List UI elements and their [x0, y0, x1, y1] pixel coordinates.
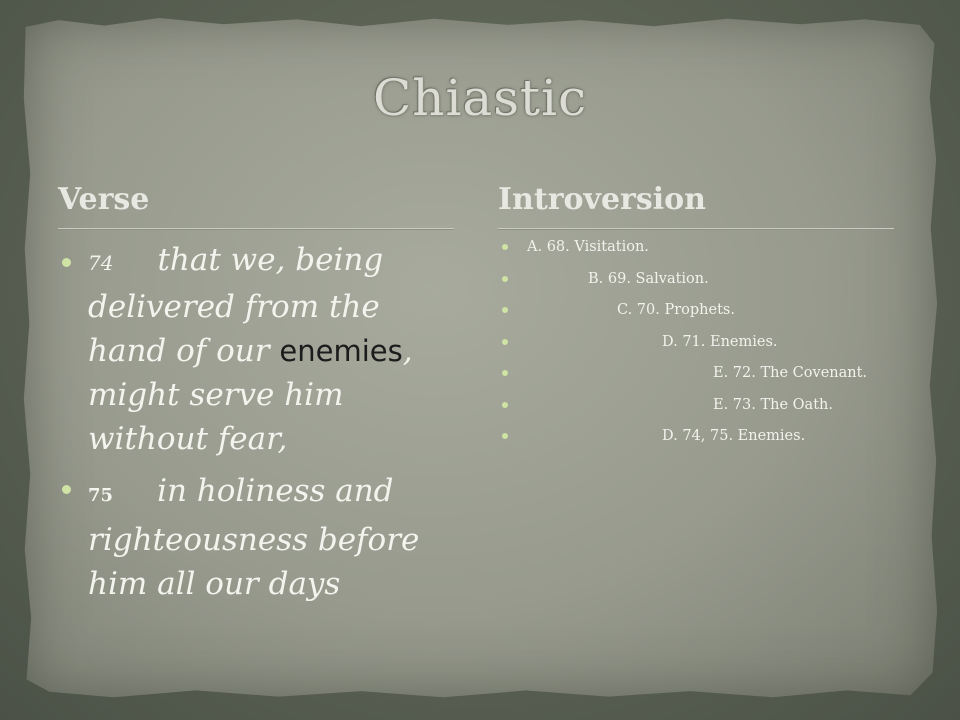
verse-text: in holiness and righteousness before him all our days: [88, 473, 420, 602]
verse-text: that we, being delivered from the hand of our: [88, 242, 384, 369]
verse-heading: Verse: [58, 182, 150, 217]
verse-item-75: [60, 469, 460, 606]
introversion-item: A. 68. Visitation.: [500, 232, 896, 264]
verse-list: [60, 238, 460, 606]
verse-highlight: enemies: [279, 334, 403, 368]
bullet-icon: [502, 276, 508, 282]
introversion-item: B. 69. Salvation.: [500, 264, 896, 296]
introversion-list: [500, 232, 896, 453]
introversion-item: E. 72. The Covenant.: [500, 358, 896, 390]
verse-heading-divider: [58, 228, 454, 229]
bullet-icon: [502, 402, 508, 408]
introversion-item: C. 70. Prophets.: [500, 295, 896, 327]
bullet-icon: [502, 307, 508, 313]
verse-text-end: , might serve him without fear,: [88, 333, 413, 457]
verse-item-74: [60, 238, 460, 461]
bullet-icon: [502, 339, 508, 345]
introversion-heading-divider: [498, 228, 894, 229]
bullet-icon: [502, 244, 508, 250]
introversion-heading: Introversion: [498, 182, 706, 217]
bullet-icon: [62, 485, 71, 494]
bullet-icon: [502, 370, 508, 376]
bullet-icon: [62, 258, 71, 267]
verse-number: 75: [88, 485, 114, 506]
introversion-item: D. 71. Enemies.: [500, 327, 896, 359]
bullet-icon: [502, 433, 508, 439]
verse-number: 74: [88, 251, 114, 275]
introversion-item: E. 73. The Oath.: [500, 390, 896, 422]
introversion-item: D. 74, 75. Enemies.: [500, 421, 896, 453]
slide-title: Chiastic: [372, 69, 587, 127]
